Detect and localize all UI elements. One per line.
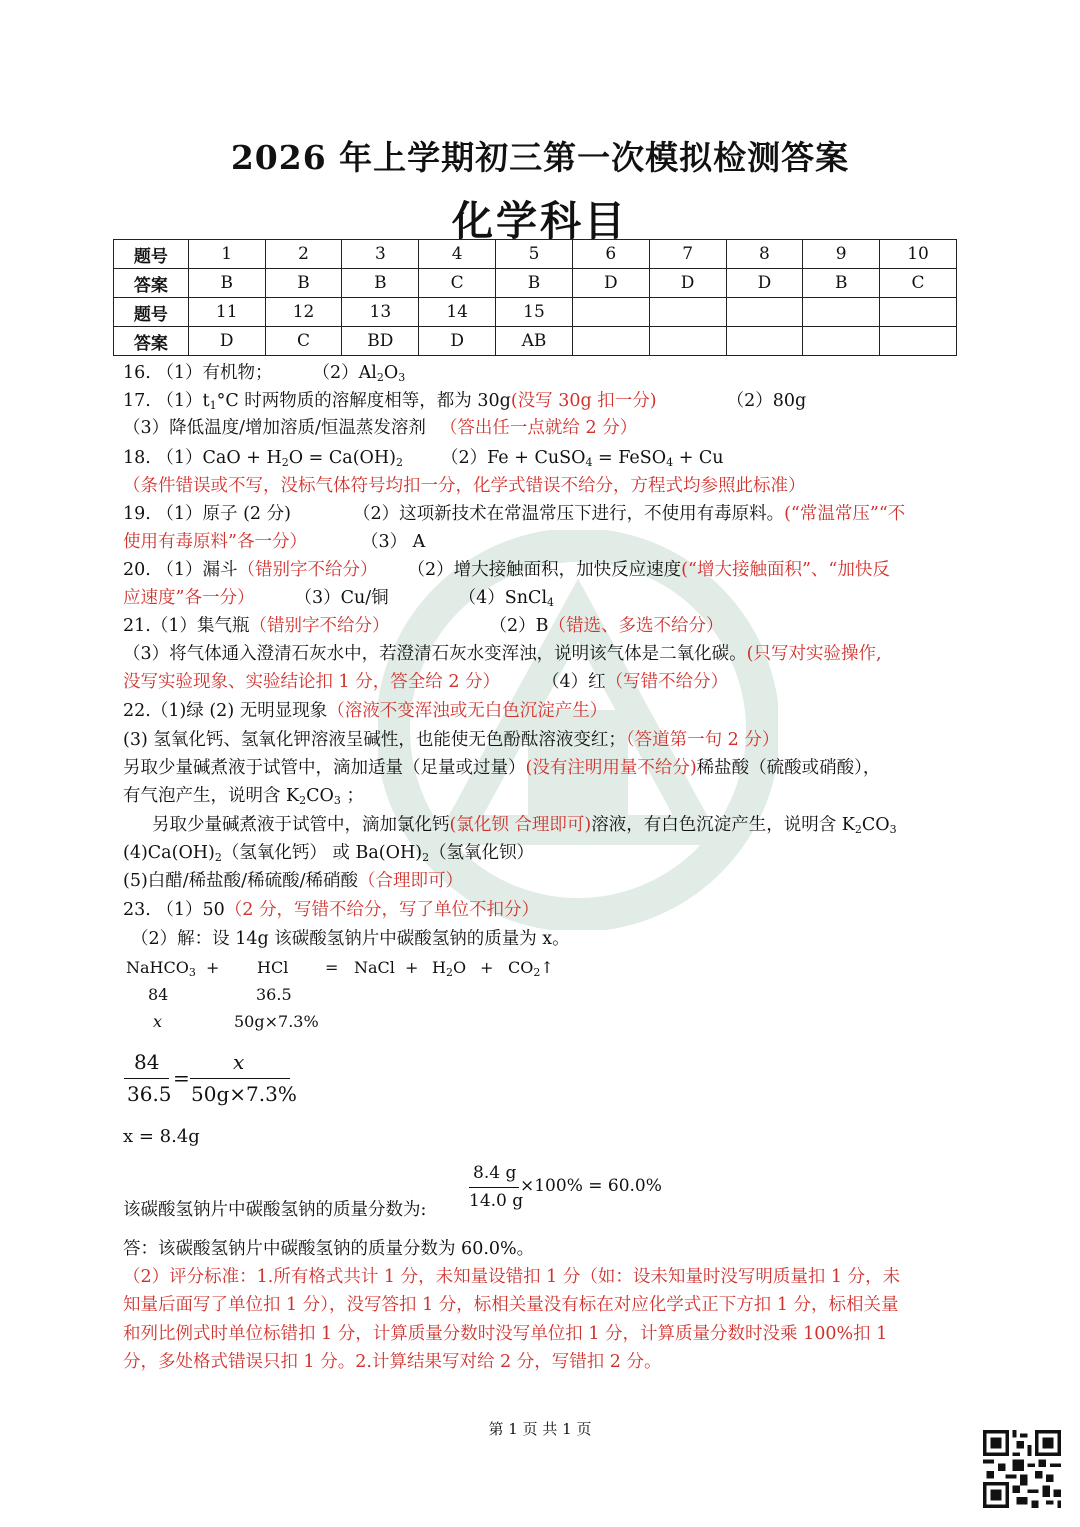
answer-line-23b: （2）解：设 14g 该碳酸氢钠片中碳酸氢钠的质量为 x。 <box>131 929 570 949</box>
answer-line-22b: (3) 氢氧化钙、氢氧化钾溶液呈碱性，也能使无色酚酞溶液变红；（答道第一句 2 分） <box>123 730 780 750</box>
answer-line-23a: 23. （1）50（2 分，写错不给分，写了单位不扣分） <box>123 900 539 920</box>
answer-conclusion: 答：该碳酸氢钠片中碳酸氢钠的质量分数为 60.0%。 <box>123 1239 535 1259</box>
answer-line-19b: 使用有毒原料”各一分） （3） A <box>123 532 426 552</box>
table-cell <box>649 298 726 327</box>
table-cell: D <box>649 269 726 298</box>
table-row <box>114 298 957 327</box>
table-cell: B <box>265 269 342 298</box>
table-cell: D <box>419 327 496 356</box>
answer-line-21b: （3）将气体通入澄清石灰水中，若澄清石灰水变浑浊，说明该气体是二氧化碳。(只写对实验操作, <box>123 644 882 664</box>
pct-result: ×100% = 60.0% <box>520 1176 662 1196</box>
table-cell <box>649 327 726 356</box>
table-cell <box>803 327 880 356</box>
table-cell <box>803 298 880 327</box>
fraction-bar <box>190 1078 290 1079</box>
answer-sheet-page: 2026 年上学期初三第一次模拟检测答案 化学科目 题号 1 2 3 4 5 6 7 8 9 10 答案 B B B C B D D D B C 题号 11 12 13 14 15 答案 D C BD D AB 16. （1）有机物； $(2)Al_2O_3$ 17. $(1)t_1^\circ C$ 时两物质的溶解度相等，都为 30g(没写 30g 扣一分) （2）80g （3）降低温度/增加溶质/恒温蒸发溶剂 （答出任一点就给 2 分） 18. $(1)CaO + H_2O = Ca(OH)_2$ （2）Fe + CuSO$_4$ = FeSO$_4$ + Cu （条件错误或不写，没标气体符号均扣一分，化学式错误不给分，方程式均参照此标准） 19. （1）原子 (2 分) （2）这项新技术在常温常压下进行，不使用有毒原料。(“常温常压”“不 使用有毒原料”各一分） （3） A 20. （1）漏斗（错别字不给分） （2）增大接触面积，加快反应速度(“增大接触面积”、“加快反 应速度”各一分） （3）Cu/铜 （4）SnCl$_4$ 21.（1）集气瓶（错别字不给分） （2）B（错选、多选不给分） （3）将气体通入澄清石灰水中，若澄清石灰水变浑浊，说明该气体是二氧化碳。(只写对实验操作, 没写实验现象、实验结论扣 1 分，答全给 2 分） （4）红（写错不给分） 22.（1)绿 (2) 无明显现象（溶液不变浑浊或无白色沉淀产生） (3) 氢氧化钙、氢氧化钾溶液呈碱性，也能使无色酚酞溶液变红；（答道第一句 2 分） 另取少量碱煮液于试管中，滴加适量（足量或过量）(没有注明用量不给分)稀盐酸（硫酸或硝酸）， 有气泡产生，说明含 $K_2CO_3$ ； 另取少量碱煮液于试管中，滴加氯化钙(氯化钡 合理即可)溶液，有白色沉淀产生，说明含 $K_2CO_3$ $(4)Ca(OH)_2$（氢氧化钙） 或 $Ba(OH)_2$（氢氧化钡） (5)白醋/稀盐酸/稀硫酸/稀硝酸（合理即可） 23. （1）50（2 分，写错不给分，写了单位不扣分） （2）解：设 14g 该碳酸氢钠片中碳酸氢钠的质量为 x。 NaHCO$_3$ + HCl = NaCl + $H_2O$ + $CO_2↑$ 84 36.5 x 50g×7.3% 84 36.5 = x 50g×7.3% x = 8.4g 该碳酸氢钠片中碳酸氢钠的质量分数为: 8.4 g 14.0 g ×100% = 60.0% 答：该碳酸氢钠片中碳酸氢钠的质量分数为 60.0%。 （2）评分标准：1.所有格式共计 1 分，未知量设错扣 1 分（如：设未知量时没写明质量扣 1 分，未 知量后面写了单位扣 1 分），没写答扣 1 分，标相关量没有标在对应化学式正下方扣 1 分，标相关量 和列比例式时单位标错扣 1 分，计算质量分数时没写单位扣 1 分，计算质量分数时没乘 100%扣 1 分，多处格式错误只扣 1 分。2.计算结果写对给 2 分，写错扣 2 分。 第 1 页 共 1 页 <box>0 0 1080 1527</box>
table-cell: 11 <box>188 298 265 327</box>
pct-denominator: 14.0 g <box>469 1191 524 1211</box>
table-cell: 4 <box>419 240 496 269</box>
table-cell: D <box>726 269 803 298</box>
answer-line-22c: 另取少量碱煮液于试管中，滴加适量（足量或过量）(没有注明用量不给分)稀盐酸（硫酸或硝酸）， <box>123 758 881 778</box>
table-cell: C <box>265 327 342 356</box>
answer-line-18a: 18. $(1)CaO + H_2O = Ca(OH)_2$ （2）Fe + CuSO$_4$ = FeSO$_4$ + Cu <box>123 448 724 469</box>
table-cell <box>572 327 649 356</box>
table-cell: 3 <box>342 240 419 269</box>
table-cell <box>726 327 803 356</box>
table-cell: 8 <box>726 240 803 269</box>
table-cell: BD <box>342 327 419 356</box>
table-cell: 5 <box>496 240 573 269</box>
table-cell: 14 <box>419 298 496 327</box>
table-cell: 10 <box>880 240 957 269</box>
table-header-cell: 题号 <box>114 240 189 269</box>
table-cell: 15 <box>496 298 573 327</box>
table-cell: D <box>572 269 649 298</box>
table-cell: 12 <box>265 298 342 327</box>
answer-line-22d: 有气泡产生，说明含 $K_2CO_3$ ； <box>123 786 364 807</box>
table-cell <box>880 298 957 327</box>
table-cell: 9 <box>803 240 880 269</box>
table-cell <box>572 298 649 327</box>
table-row <box>114 327 957 356</box>
answer-line-20b: 应速度”各一分） （3）Cu/铜 （4）SnCl$_4$ <box>123 588 555 609</box>
table-cell: B <box>342 269 419 298</box>
percentage-label: 该碳酸氢钠片中碳酸氢钠的质量分数为: <box>123 1200 427 1220</box>
table-header-cell: 题号 <box>114 298 189 327</box>
table-header-cell: 答案 <box>114 327 189 356</box>
table-cell: C <box>419 269 496 298</box>
table-cell: D <box>188 327 265 356</box>
table-cell: 2 <box>265 240 342 269</box>
table-cell: C <box>880 269 957 298</box>
page-title: 2026 年上学期初三第一次模拟检测答案 <box>230 138 850 177</box>
table-row <box>114 269 957 298</box>
answer-line-21c: 没写实验现象、实验结论扣 1 分，答全给 2 分） （4）红（写错不给分） <box>123 672 729 692</box>
page-footer: 第 1 页 共 1 页 <box>488 1420 592 1438</box>
table-cell: B <box>496 269 573 298</box>
answer-line-22g: (5)白醋/稀盐酸/稀硫酸/稀硝酸（合理即可） <box>123 871 463 891</box>
result-line: x = 8.4g <box>123 1126 200 1147</box>
scoring-line-3: 和列比例式时单位标错扣 1 分，计算质量分数时没写单位扣 1 分，计算质量分数时没乘 100%扣 1 <box>123 1324 888 1344</box>
fraction-bar <box>124 1078 169 1079</box>
answer-line-21a: 21.（1）集气瓶（错别字不给分） （2）B（错选、多选不给分） <box>123 616 724 636</box>
table-header-cell: 答案 <box>114 269 189 298</box>
answer-line-22e: 另取少量碱煮液于试管中，滴加氯化钙(氯化钡 合理即可)溶液，有白色沉淀产生，说明含 $K_2CO_3$ <box>152 815 897 836</box>
answer-line-16: 16. （1）有机物； $(2)Al_2O_3$ <box>123 363 406 384</box>
answer-line-17b: （3）降低温度/增加溶质/恒温蒸发溶剂 （答出任一点就给 2 分） <box>123 418 638 438</box>
table-cell: 1 <box>188 240 265 269</box>
pct-numerator: 8.4 g <box>473 1163 517 1183</box>
table-cell: AB <box>496 327 573 356</box>
answer-line-18b: （条件错误或不写，没标气体符号均扣一分，化学式错误不给分，方程式均参照此标准） <box>123 476 806 496</box>
page-subtitle: 化学科目 <box>452 197 628 245</box>
scoring-line-1: （2）评分标准：1.所有格式共计 1 分，未知量设错扣 1 分（如：设未知量时没写明质量扣 1 分，未 <box>123 1267 901 1287</box>
table-cell: B <box>188 269 265 298</box>
table-cell: B <box>803 269 880 298</box>
table-cell: 6 <box>572 240 649 269</box>
fraction-bar <box>469 1187 519 1188</box>
answer-line-22a: 22.（1)绿 (2) 无明显现象（溶液不变浑浊或无白色沉淀产生） <box>123 701 608 721</box>
qr-code-icon <box>983 1430 1061 1508</box>
table-cell <box>880 327 957 356</box>
table-row <box>114 240 957 269</box>
answer-line-22f: $(4)Ca(OH)_2$（氢氧化钙） 或 $Ba(OH)_2$（氢氧化钡） <box>123 843 535 864</box>
answer-line-17a: 17. $(1)t_1^\circ C$ 时两物质的溶解度相等，都为 30g(没写 30g 扣一分) （2）80g <box>123 391 807 412</box>
answer-line-20a: 20. （1）漏斗（错别字不给分） （2）增大接触面积，加快反应速度(“增大接触面积”、“加快反 <box>123 560 890 580</box>
table-cell: 13 <box>342 298 419 327</box>
scoring-line-2: 知量后面写了单位扣 1 分），没写答扣 1 分，标相关量没有标在对应化学式正下方扣 1 分，标相关量 <box>123 1295 899 1315</box>
answer-table <box>113 239 957 356</box>
table-cell: 7 <box>649 240 726 269</box>
table-cell <box>726 298 803 327</box>
answer-line-19a: 19. （1）原子 (2 分) （2）这项新技术在常温常压下进行，不使用有毒原料。(“常温常压”“不 <box>123 504 906 524</box>
scoring-line-4: 分，多处格式错误只扣 1 分。2.计算结果写对给 2 分，写错扣 2 分。 <box>123 1352 662 1372</box>
